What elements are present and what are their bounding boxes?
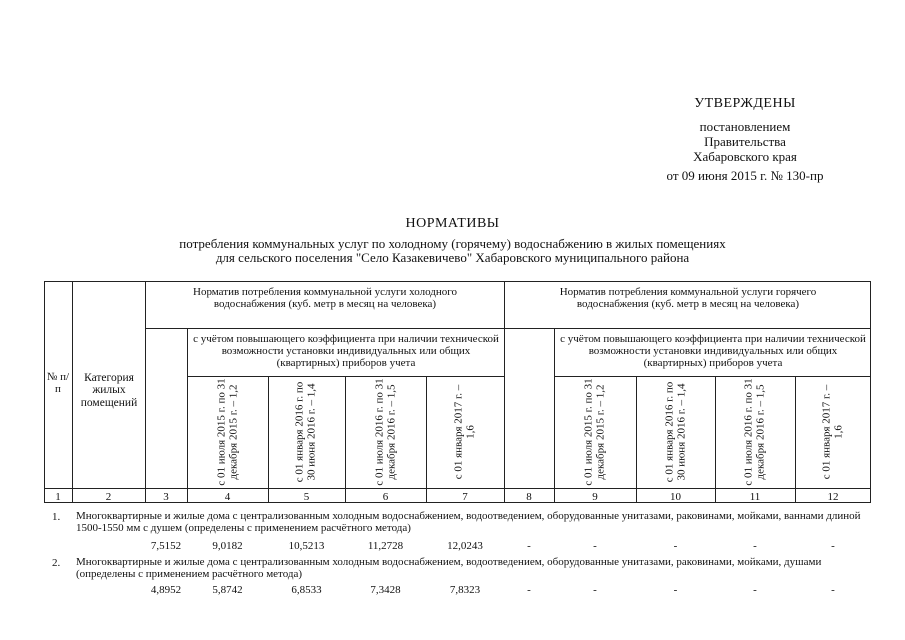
column-number: 9 [592, 491, 598, 503]
row-value: 5,8742 [212, 584, 243, 596]
coef-label: с учётом повышающего коэффициента при наличии технической возможности установки индивидуальных или общих (квартирных) приборов учета [193, 333, 499, 369]
row-value: 6,8533 [291, 584, 322, 596]
period-header: с 01 июля 2016 г. по 31 декабря 2016 г. – 1,5 [742, 378, 766, 486]
column-number: 5 [303, 491, 310, 503]
period-header: с 01 июля 2015 г. по 31 декабря 2015 г. – 1,2 [215, 378, 239, 486]
row-value: 10,5213 [288, 540, 325, 552]
column-number: 6 [382, 491, 389, 503]
header-hot-coef [557, 334, 869, 370]
period-header: с 01 июля 2015 г. по 31 декабря 2015 г. – 1,2 [582, 378, 606, 486]
row-value: 11,2728 [367, 540, 404, 552]
period-header: с 01 января 2016 г. по 30 июня 2016 г. – 1,4 [293, 381, 317, 483]
header-no-label: № п/п [46, 371, 70, 395]
row-value: - [593, 584, 597, 596]
approval-line: Хабаровского края [693, 148, 797, 164]
row-value: 7,8323 [449, 584, 481, 596]
column-number: 10 [670, 491, 681, 503]
header-hot-group [553, 287, 823, 311]
period-header: с 01 января 2016 г. по 30 июня 2016 г. – 1,4 [663, 381, 687, 483]
row-value: - [831, 540, 835, 552]
coef-label: с учётом повышающего коэффициента при наличии технической возможности установки индивидуальных или общих (квартирных) приборов учета [560, 333, 866, 369]
period-header: с 01 января 2017 г. – 1,6 [452, 384, 476, 480]
header-no [44, 372, 72, 396]
subtitle-line: потребления коммунальных услуг по холодному (горячему) водоснабжению в жилых помещениях [179, 236, 726, 251]
header-cold-group [190, 287, 460, 311]
column-number: 11 [749, 491, 761, 503]
approval-line: Правительства [704, 134, 786, 150]
row-value: 4,8952 [150, 584, 182, 596]
approval-heading: УТВЕРЖДЕНЫ [694, 96, 796, 111]
subtitle-line: для сельского поселения "Село Казакевичево" Хабаровского муниципального района [215, 249, 690, 265]
column-number: 7 [462, 491, 468, 503]
row-value: - [673, 584, 678, 596]
column-number: 12 [827, 491, 839, 503]
hot-group-label: Норматив потребления коммунальной услуги горячего водоснабжения (куб. метр в месяц на человека) [559, 286, 817, 310]
approval-date: от 09 июня 2015 г. № 130-пр [666, 167, 824, 183]
cold-group-label: Норматив потребления коммунальной услуги холодного водоснабжения (куб. метр в месяц на человека) [193, 286, 457, 310]
row-value: - [527, 540, 531, 552]
approval-line: постановлением [699, 119, 791, 135]
row-label: Многоквартирные и жилые дома с централизованным холодным водоснабжением, водоотведением, оборудованные унитазами, раковинами, мойками, ваннами длиной 1500-1550 мм с душем (определены с применением расчётного метода) [76, 510, 861, 534]
row-value: - [673, 540, 678, 552]
column-number: 8 [526, 491, 532, 503]
row-value: 7,5152 [150, 540, 182, 552]
row-value: - [753, 540, 757, 552]
row-value: - [527, 584, 531, 596]
column-number: 2 [105, 491, 112, 503]
row-label: Многоквартирные и жилые дома с централизованным холодным водоснабжением, водоотведением, оборудованные унитазами, раковинами, мойками, душами (определены с применением расчётного метода) [76, 556, 822, 580]
header-category [76, 372, 142, 409]
row-number: 1. [52, 511, 61, 523]
header-cold-coef [190, 334, 502, 370]
column-number: 1 [55, 491, 61, 503]
document-title: НОРМАТИВЫ [405, 216, 500, 231]
row-value: - [753, 584, 757, 596]
column-number: 3 [163, 491, 169, 503]
header-category-label: Категория жилых помещений [80, 372, 138, 409]
row-value: - [593, 540, 597, 552]
period-header: с 01 января 2017 г. – 1,6 [820, 384, 844, 480]
row-value: 9,0182 [212, 540, 243, 552]
row-value: - [831, 584, 835, 596]
column-number: 4 [224, 491, 231, 503]
row-value: 12,0243 [447, 540, 483, 552]
row-number: 2. [52, 557, 61, 569]
row-value: 7,3428 [370, 584, 401, 596]
period-header: с 01 июля 2016 г. по 31 декабря 2016 г. – 1,5 [373, 378, 397, 486]
